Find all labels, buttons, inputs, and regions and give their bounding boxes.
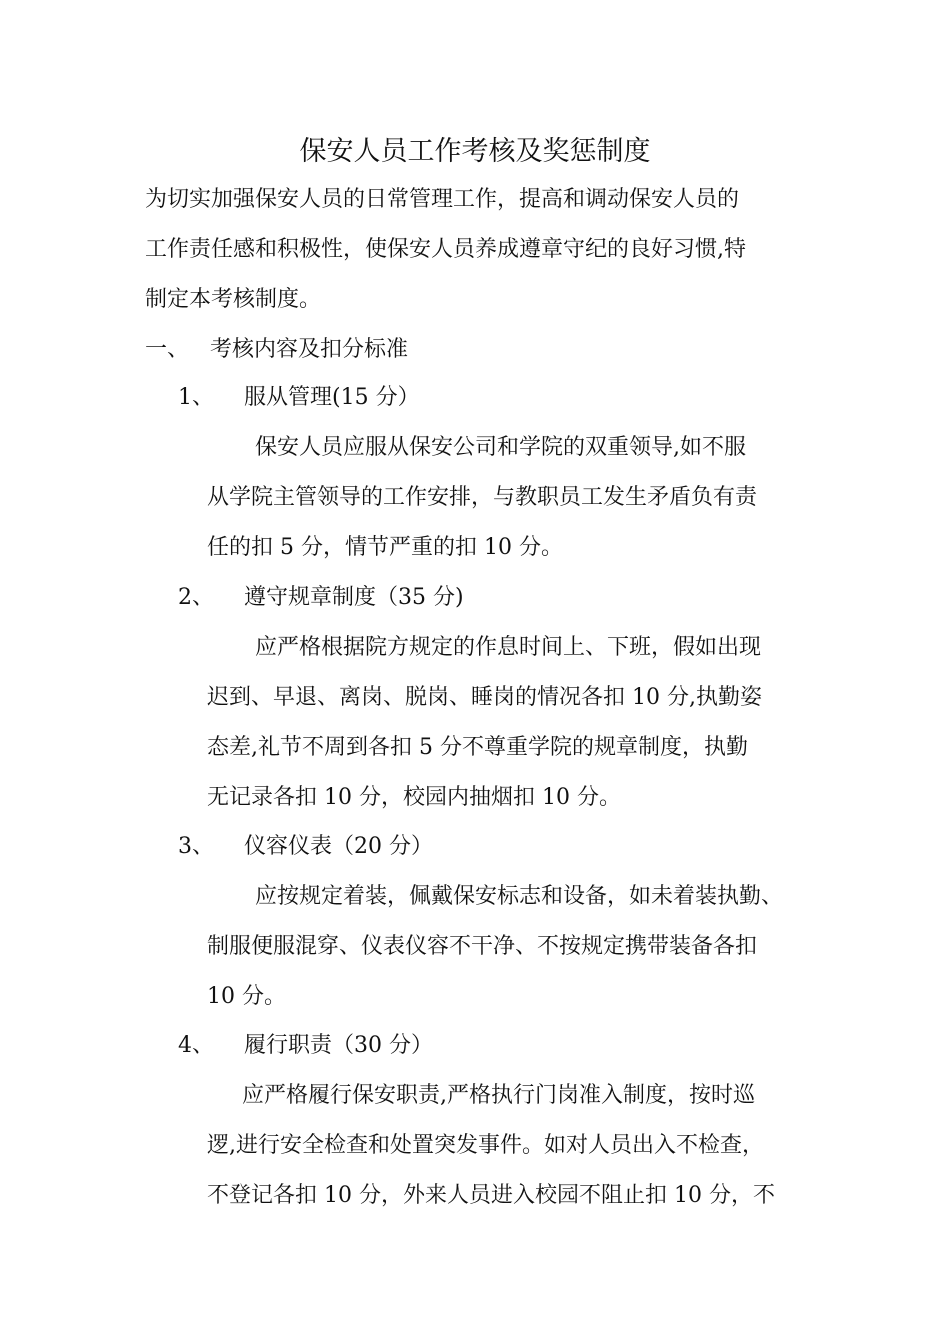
section-heading: 考核内容及扣分标准 [210, 337, 409, 362]
item-3-number: 3、 [178, 834, 214, 859]
item-3-line-1: 应按规定着装，佩戴保安标志和设备，如未着装执勤、 [255, 884, 784, 909]
item-1-number: 1、 [178, 385, 214, 410]
item-2-line-1: 应严格根据院方规定的作息时间上、下班，假如出现 [255, 635, 762, 660]
intro-line-1: 为切实加强保安人员的日常管理工作，提高和调动保安人员的 [145, 187, 740, 212]
item-4-line-1: 应严格履行保安职责,严格执行门岗准入制度，按时巡 [242, 1083, 755, 1108]
item-1-line-2: 从学院主管领导的工作安排，与教职员工发生矛盾负有责 [207, 485, 758, 510]
item-4-line-3: 不登记各扣 10 分，外来人员进入校园不阻止扣 10 分，不 [207, 1183, 775, 1208]
item-2-line-2: 迟到、早退、离岗、脱岗、睡岗的情况各扣 10 分,执勤姿 [207, 685, 762, 710]
item-1-line-1: 保安人员应服从保安公司和学院的双重领导,如不服 [255, 435, 746, 460]
item-3-line-2: 制服便服混穿、仪表仪容不干净、不按规定携带装备各扣 [207, 934, 758, 959]
item-1-heading: 服从管理(15 分） [244, 385, 420, 410]
item-4-line-2: 逻,进行安全检查和处置突发事件。如对人员出入不检查， [207, 1133, 764, 1158]
item-1-line-3: 任的扣 5 分，情节严重的扣 10 分。 [207, 535, 563, 560]
section-number: 一、 [145, 337, 190, 362]
item-2-heading: 遵守规章制度（35 分) [244, 585, 464, 610]
document-title: 保安人员工作考核及奖惩制度 [299, 136, 651, 167]
item-3-line-3: 10 分。 [207, 984, 286, 1009]
item-2-number: 2、 [178, 585, 214, 610]
item-3-heading: 仪容仪表（20 分） [244, 834, 433, 859]
item-2-line-4: 无记录各扣 10 分，校园内抽烟扣 10 分。 [207, 785, 621, 810]
intro-line-2: 工作责任感和积极性，使保安人员养成遵章守纪的良好习惯,特 [145, 237, 746, 262]
item-2-line-3: 态差,礼节不周到各扣 5 分不尊重学院的规章制度，执勤 [207, 735, 748, 760]
item-4-number: 4、 [178, 1033, 214, 1058]
item-4-heading: 履行职责（30 分） [244, 1033, 433, 1058]
intro-line-3: 制定本考核制度。 [145, 287, 322, 312]
